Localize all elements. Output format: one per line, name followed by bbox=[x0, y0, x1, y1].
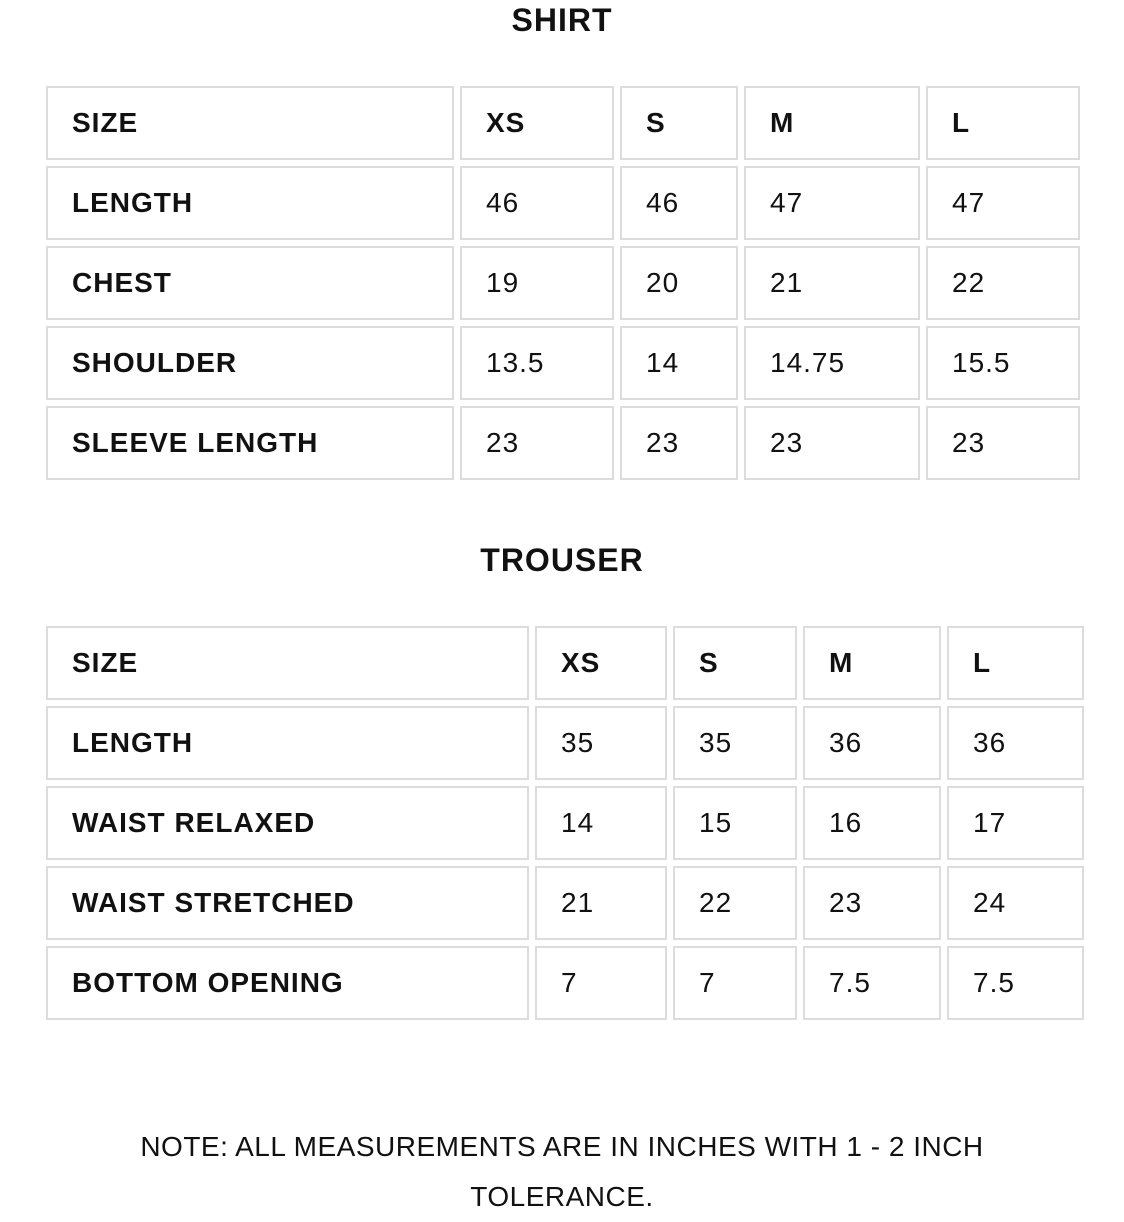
table-header-row bbox=[46, 86, 1080, 160]
table-cell: 15 bbox=[673, 786, 797, 860]
table-row bbox=[46, 786, 1084, 860]
column-header-size: SIZE bbox=[46, 86, 454, 160]
row-label: WAIST RELAXED bbox=[46, 786, 529, 860]
table-cell: 20 bbox=[620, 246, 738, 320]
table-cell: 14 bbox=[535, 786, 667, 860]
table-cell: 36 bbox=[803, 706, 941, 780]
table-cell: 23 bbox=[744, 406, 920, 480]
table-header-row bbox=[46, 626, 1084, 700]
column-header-m: M bbox=[803, 626, 941, 700]
table-cell: 16 bbox=[803, 786, 941, 860]
table-cell: 35 bbox=[535, 706, 667, 780]
column-header-xs: XS bbox=[535, 626, 667, 700]
row-label: SLEEVE LENGTH bbox=[46, 406, 454, 480]
table-cell: 22 bbox=[673, 866, 797, 940]
column-header-size: SIZE bbox=[46, 626, 529, 700]
table-cell: 17 bbox=[947, 786, 1084, 860]
shirt-size-table bbox=[40, 80, 1086, 486]
row-label: BOTTOM OPENING bbox=[46, 946, 529, 1020]
table-row bbox=[46, 326, 1080, 400]
measurement-note: NOTE: ALL MEASUREMENTS ARE IN INCHES WITH 1 - 2 INCH TOLERANCE. bbox=[140, 1131, 984, 1212]
table-cell: 35 bbox=[673, 706, 797, 780]
column-header-xs: XS bbox=[460, 86, 614, 160]
table-cell: 47 bbox=[744, 166, 920, 240]
row-label: LENGTH bbox=[46, 706, 529, 780]
trouser-section-title: TROUSER bbox=[480, 542, 644, 578]
table-row bbox=[46, 946, 1084, 1020]
table-cell: 24 bbox=[947, 866, 1084, 940]
table-row bbox=[46, 866, 1084, 940]
table-cell: 23 bbox=[620, 406, 738, 480]
table-cell: 15.5 bbox=[926, 326, 1080, 400]
trouser-size-table bbox=[40, 620, 1090, 1026]
table-cell: 47 bbox=[926, 166, 1080, 240]
column-header-l: L bbox=[947, 626, 1084, 700]
row-label: WAIST STRETCHED bbox=[46, 866, 529, 940]
table-cell: 23 bbox=[460, 406, 614, 480]
table-row bbox=[46, 166, 1080, 240]
table-cell: 13.5 bbox=[460, 326, 614, 400]
shirt-section-title: SHIRT bbox=[511, 2, 613, 38]
row-label: LENGTH bbox=[46, 166, 454, 240]
table-row bbox=[46, 406, 1080, 480]
table-cell: 7.5 bbox=[803, 946, 941, 1020]
table-cell: 22 bbox=[926, 246, 1080, 320]
table-cell: 14 bbox=[620, 326, 738, 400]
table-cell: 19 bbox=[460, 246, 614, 320]
table-cell: 21 bbox=[535, 866, 667, 940]
table-cell: 7.5 bbox=[947, 946, 1084, 1020]
row-label: SHOULDER bbox=[46, 326, 454, 400]
table-cell: 46 bbox=[460, 166, 614, 240]
row-label: CHEST bbox=[46, 246, 454, 320]
table-row bbox=[46, 246, 1080, 320]
column-header-s: S bbox=[620, 86, 738, 160]
column-header-s: S bbox=[673, 626, 797, 700]
table-cell: 7 bbox=[535, 946, 667, 1020]
table-cell: 21 bbox=[744, 246, 920, 320]
table-cell: 7 bbox=[673, 946, 797, 1020]
table-cell: 23 bbox=[803, 866, 941, 940]
table-cell: 23 bbox=[926, 406, 1080, 480]
table-cell: 14.75 bbox=[744, 326, 920, 400]
column-header-l: L bbox=[926, 86, 1080, 160]
table-cell: 36 bbox=[947, 706, 1084, 780]
table-cell: 46 bbox=[620, 166, 738, 240]
column-header-m: M bbox=[744, 86, 920, 160]
table-row bbox=[46, 706, 1084, 780]
